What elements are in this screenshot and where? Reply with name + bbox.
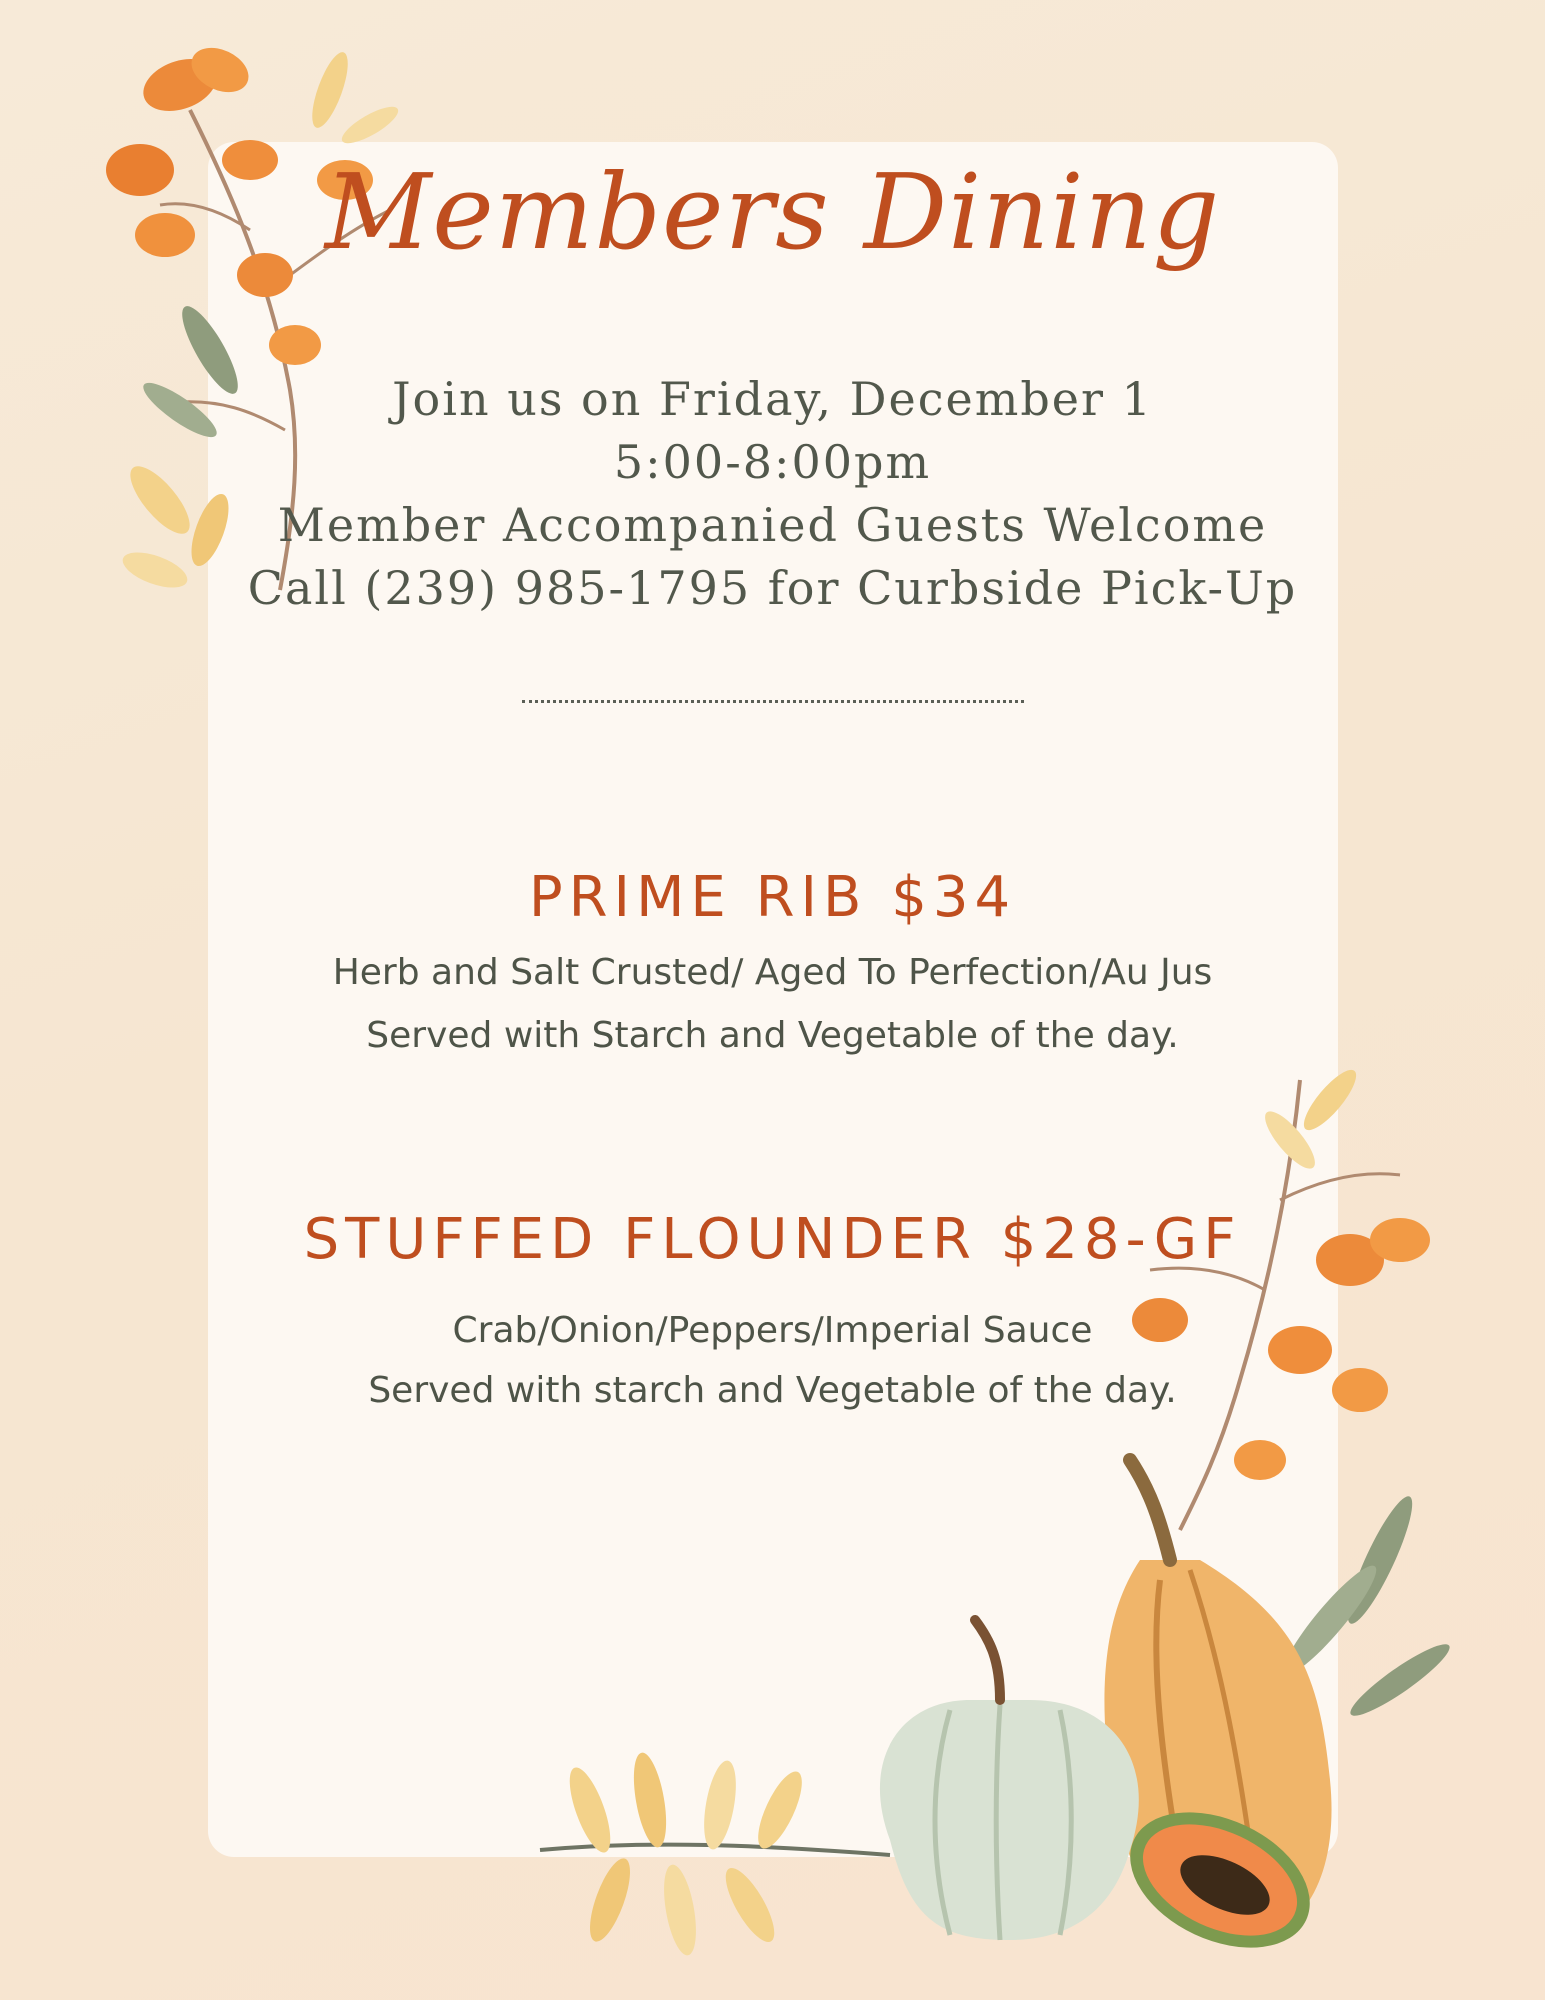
pumpkins-floral-bottom-right-decoration <box>860 1060 1460 1990</box>
page-title: Members Dining <box>324 151 1221 273</box>
guests-line: Member Accompanied Guests Welcome <box>277 498 1268 552</box>
dish-name-stuffed-flounder: STUFFED FLOUNDER $28-GF <box>303 1207 1242 1272</box>
dish-description-line: Crab/Onion/Peppers/Imperial Sauce <box>452 1310 1093 1351</box>
event-date-line: Join us on Friday, December 1 <box>392 372 1153 426</box>
dotted-divider <box>522 700 1024 703</box>
event-time-line: 5:00-8:00pm <box>613 435 932 489</box>
dish-description-line: Served with Starch and Vegetable of the day. <box>366 1015 1179 1056</box>
foliage-bottom-left-decoration <box>530 1720 910 1990</box>
dish-description-line: Herb and Salt Crusted/ Aged To Perfection/Au Jus <box>332 952 1213 993</box>
event-info <box>0 368 1545 620</box>
curbside-phone-line: Call (239) 985-1795 for Curbside Pick-Up <box>247 561 1298 615</box>
dish-description-line: Served with starch and Vegetable of the day. <box>368 1370 1177 1411</box>
dish-name-prime-rib: PRIME RIB $34 <box>528 865 1017 930</box>
